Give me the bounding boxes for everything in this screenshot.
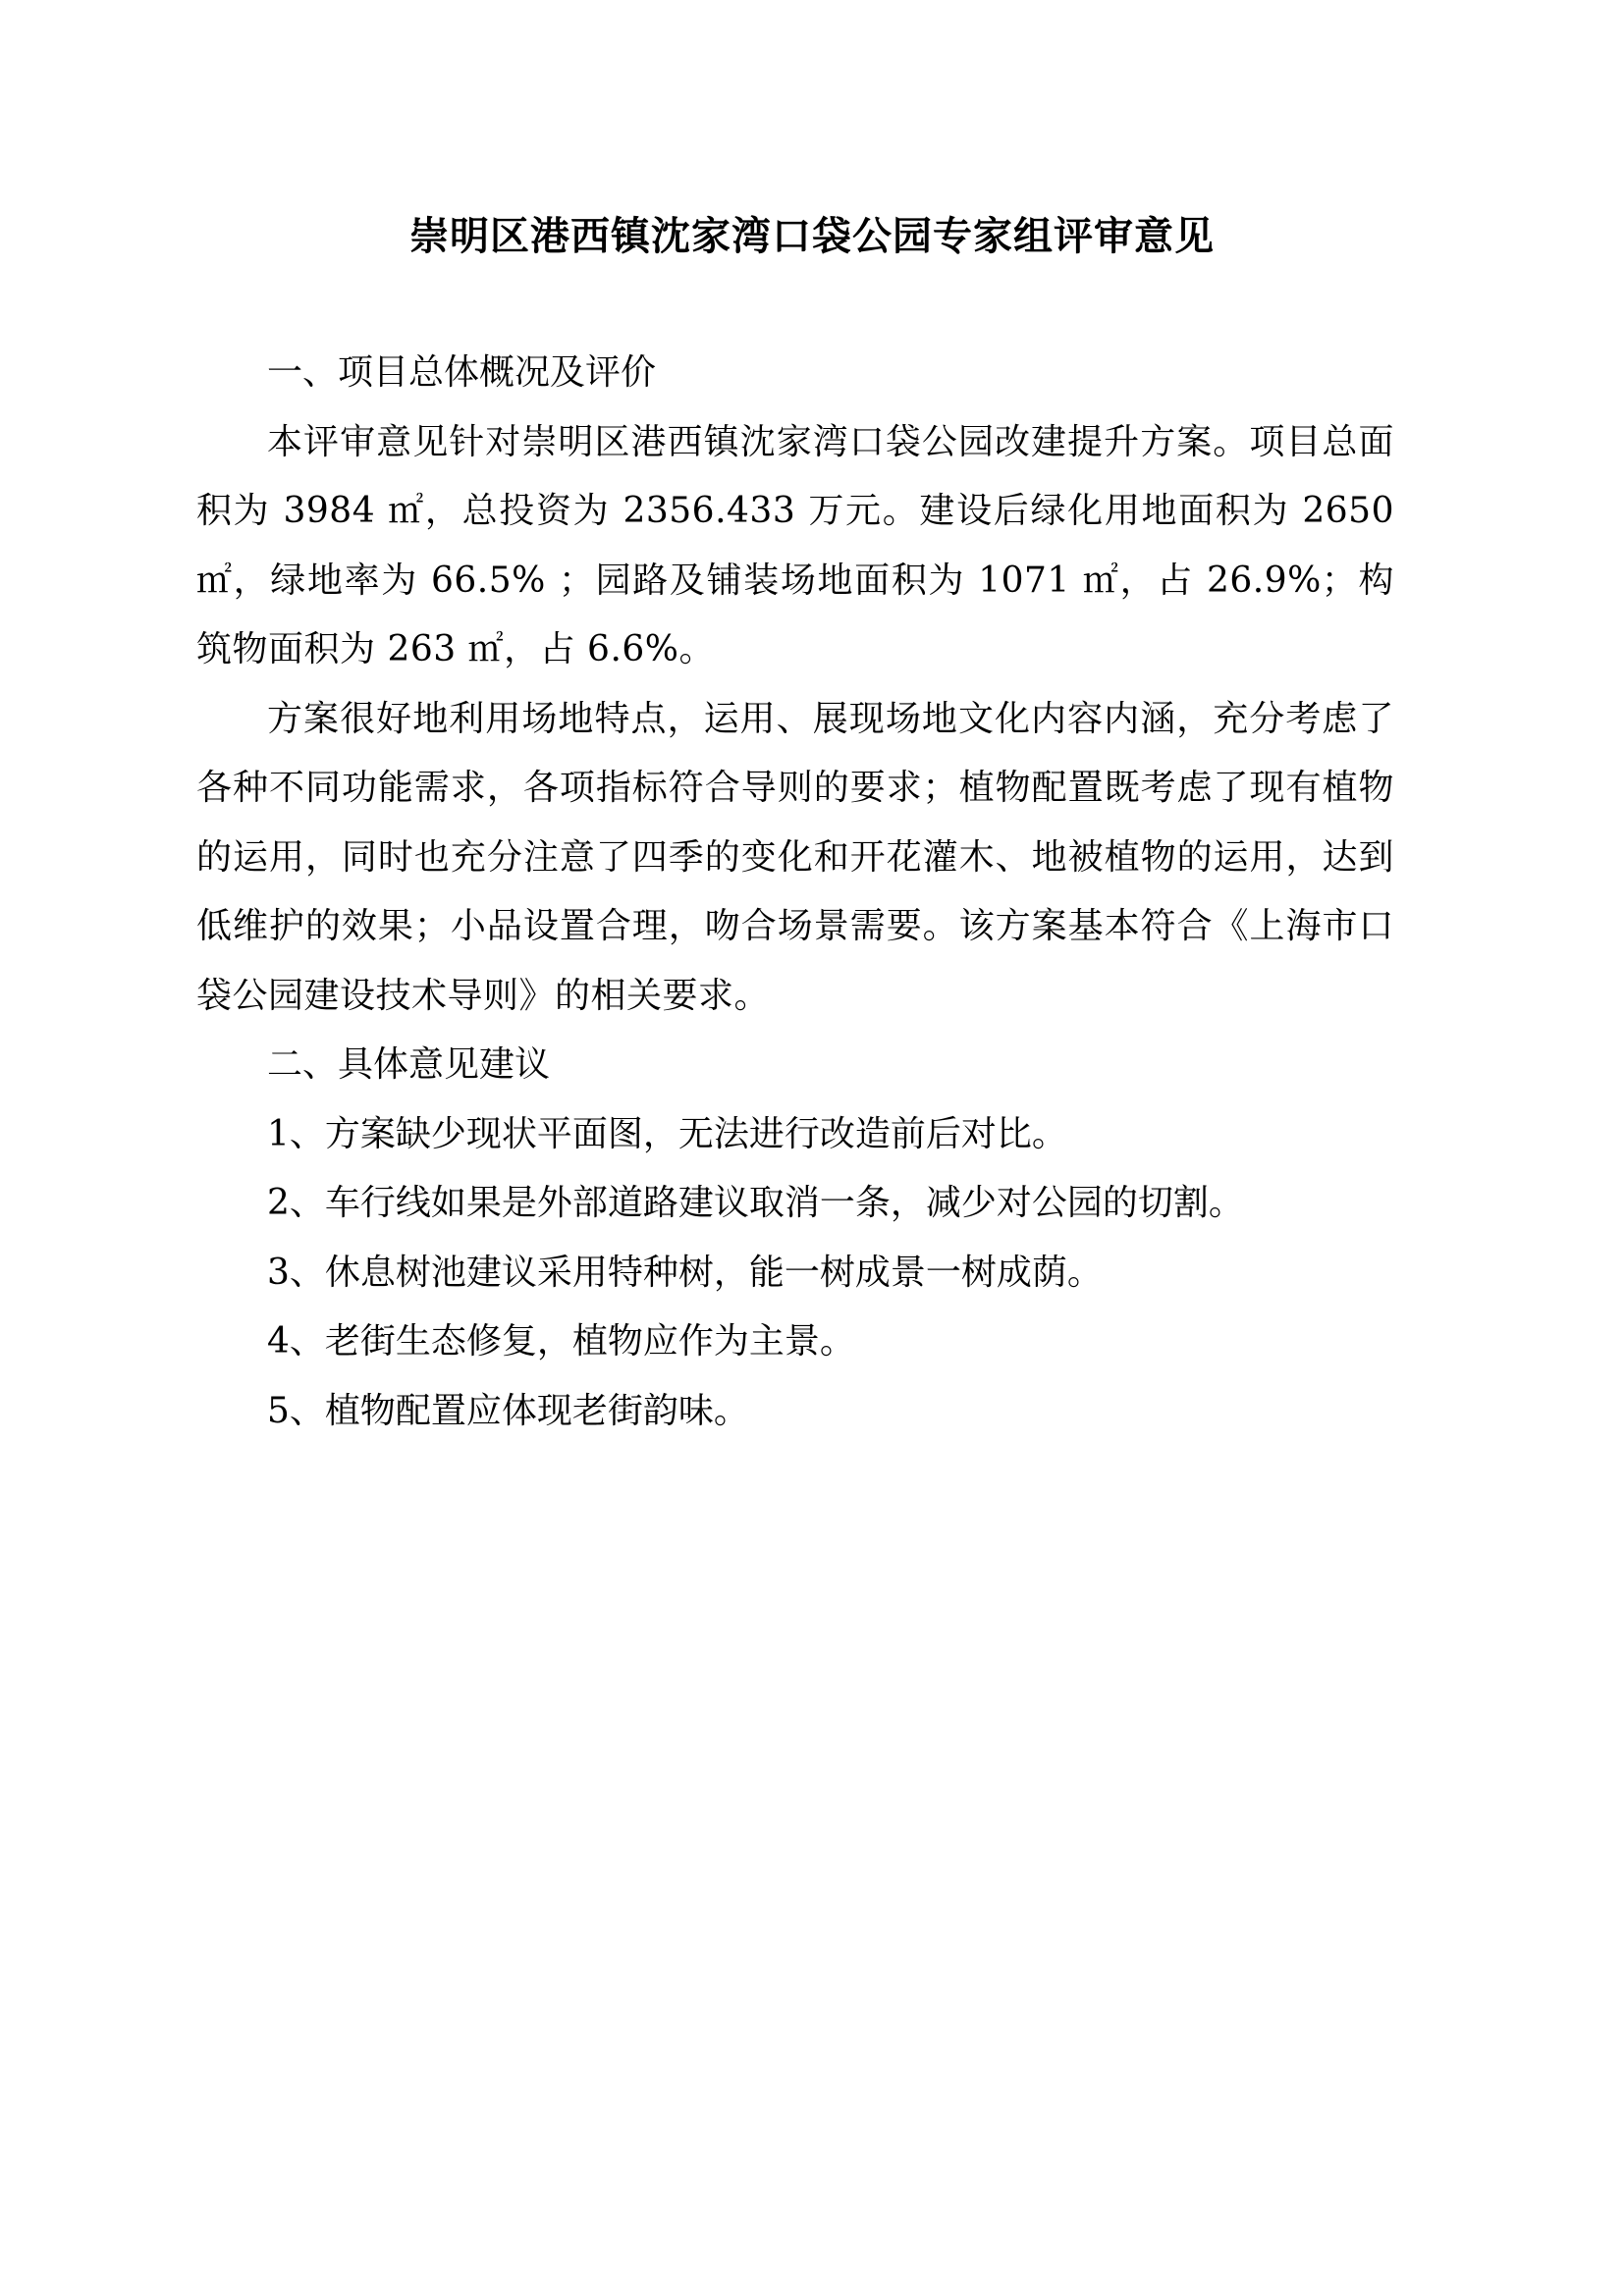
section-overview xyxy=(196,339,1394,1031)
document-body xyxy=(196,339,1394,1446)
suggestion-item: 2、车行线如果是外部道路建议取消一条，减少对公园的切割。 xyxy=(267,1183,1244,1223)
suggestions-list xyxy=(196,1100,1394,1447)
overview-paragraph-summary: 本评审意见针对崇明区港西镇沈家湾口袋公园改建提升方案。项目总面积为 3984 ㎡，总投资为 2356.433 万元。建设后绿化用地面积为 2650 ㎡，绿地率为 66.5% ；园路及铺装场地面积为 1071 ㎡，占 26.9%；构筑物面积为 263 ㎡，占 6.6%。 xyxy=(196,421,1394,669)
document-title: 崇明区港西镇沈家湾口袋公园专家组评审意见 xyxy=(409,214,1215,259)
suggestion-item: 3、休息树池建议采用特种树，能一树成景一树成荫。 xyxy=(267,1252,1103,1293)
suggestion-item: 1、方案缺少现状平面图，无法进行改造前后对比。 xyxy=(267,1113,1067,1154)
section-suggestions-heading: 二、具体意见建议 xyxy=(267,1044,551,1085)
section-suggestions xyxy=(196,1031,1394,1446)
suggestion-item: 4、老街生态修复，植物应作为主景。 xyxy=(267,1321,855,1362)
section-overview-heading: 一、项目总体概况及评价 xyxy=(267,352,657,393)
overview-paragraph-evaluation: 方案很好地利用场地特点，运用、展现场地文化内容内涵，充分考虑了各种不同功能需求，各项指标符合导则的要求；植物配置既考虑了现有植物的运用，同时也充分注意了四季的变化和开花灌木、地被植物的运用，达到低维护的效果；小品设置合理，吻合场景需要。该方案基本符合《上海市口袋公园建设技术导则》的相关要求。 xyxy=(196,698,1394,1016)
suggestion-item: 5、植物配置应体现老街韵味。 xyxy=(267,1390,749,1431)
